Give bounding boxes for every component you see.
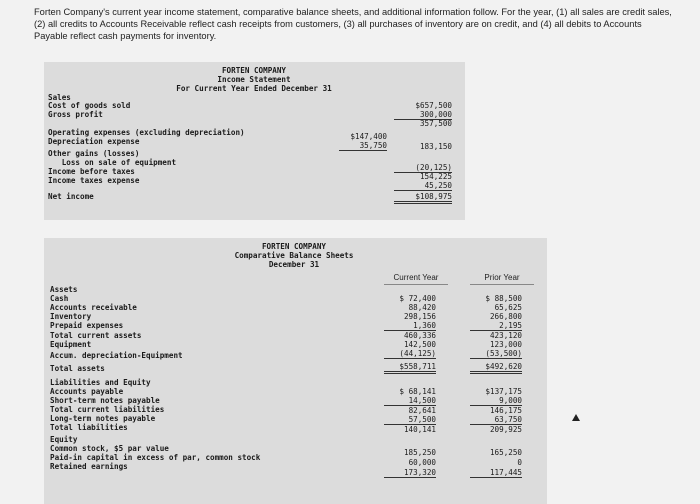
balance-label: Accounts payable bbox=[50, 387, 124, 396]
income-amount: $657,500 bbox=[415, 101, 452, 110]
income-amount: 183,150 bbox=[419, 142, 452, 151]
current-amount: (44,125) bbox=[384, 349, 436, 359]
balance-sheet bbox=[44, 238, 547, 504]
income-amount: 45,250 bbox=[394, 181, 452, 191]
income-label: Cost of goods sold bbox=[48, 101, 131, 110]
prior-amount: 146,175 bbox=[489, 406, 522, 415]
income-period: For Current Year Ended December 31 bbox=[176, 84, 332, 93]
balance-label: Equipment bbox=[50, 340, 92, 349]
balance-label: Prepaid expenses bbox=[50, 321, 124, 330]
balance-label: Long-term notes payable bbox=[50, 414, 156, 423]
balance-label: Total current liabilities bbox=[50, 405, 165, 414]
income-label: Sales bbox=[48, 93, 71, 102]
current-amount: 298,156 bbox=[403, 312, 436, 321]
balance-label: Total current assets bbox=[50, 331, 142, 340]
col-current-year: Current Year bbox=[384, 272, 448, 285]
prior-amount: $492,620 bbox=[470, 362, 522, 374]
balance-company: FORTEN COMPANY bbox=[261, 242, 326, 251]
income-label: Loss on sale of equipment bbox=[48, 158, 177, 167]
current-amount: 57,500 bbox=[384, 415, 436, 425]
current-amount: 1,360 bbox=[384, 321, 436, 331]
current-amount: 14,500 bbox=[384, 396, 436, 406]
income-amount: (20,125) bbox=[394, 163, 452, 173]
balance-label: Accum. depreciation-Equipment bbox=[50, 351, 183, 360]
equity-heading: Equity bbox=[50, 435, 78, 444]
current-amount: 173,320 bbox=[384, 468, 436, 478]
current-amount: 60,000 bbox=[408, 458, 436, 467]
prior-amount: 63,750 bbox=[470, 415, 522, 425]
income-mid-amount: $147,400 bbox=[350, 132, 387, 141]
income-title: Income Statement bbox=[217, 75, 291, 84]
current-amount: 185,250 bbox=[403, 448, 436, 457]
prior-amount: 0 bbox=[517, 458, 522, 467]
income-amount: 154,225 bbox=[419, 172, 452, 181]
income-statement bbox=[44, 62, 465, 220]
prior-amount: 266,800 bbox=[489, 312, 522, 321]
income-label: Income before taxes bbox=[48, 167, 135, 176]
prior-amount: 117,445 bbox=[470, 468, 522, 478]
balance-label: Inventory bbox=[50, 312, 92, 321]
balance-label: Accounts receivable bbox=[50, 303, 137, 312]
balance-label: Common stock, $5 par value bbox=[50, 444, 169, 453]
col-prior-year: Prior Year bbox=[470, 272, 534, 285]
income-label: Other gains (losses) bbox=[48, 149, 140, 158]
balance-label: Short-term notes payable bbox=[50, 396, 160, 405]
mouse-cursor-icon bbox=[572, 414, 580, 421]
prior-amount: 9,000 bbox=[470, 396, 522, 406]
income-label: Operating expenses (excluding depreciation) bbox=[48, 128, 245, 137]
balance-label: Total liabilities bbox=[50, 423, 128, 432]
balance-title: Comparative Balance Sheets bbox=[234, 251, 354, 260]
prior-amount: 209,925 bbox=[489, 425, 522, 434]
current-amount: $ 72,400 bbox=[399, 294, 436, 303]
income-amount: 357,500 bbox=[419, 119, 452, 128]
liabilities-heading: Liabilities and Equity bbox=[50, 378, 151, 387]
balance-date: December 31 bbox=[268, 260, 320, 269]
income-mid-amount: 35,750 bbox=[339, 141, 387, 151]
income-label: Net income bbox=[48, 192, 94, 201]
prior-amount: $ 88,500 bbox=[485, 294, 522, 303]
prior-amount: (53,500) bbox=[470, 349, 522, 359]
prior-amount: 165,250 bbox=[489, 448, 522, 457]
current-amount: $558,711 bbox=[384, 362, 436, 374]
income-company: FORTEN COMPANY bbox=[221, 66, 286, 75]
balance-label: Retained earnings bbox=[50, 462, 128, 471]
income-label: Gross profit bbox=[48, 110, 103, 119]
prior-amount: 2,195 bbox=[470, 321, 522, 331]
current-amount: 142,500 bbox=[403, 340, 436, 349]
income-amount: 300,000 bbox=[394, 110, 452, 120]
income-label: Depreciation expense bbox=[48, 137, 140, 146]
current-amount: 140,141 bbox=[403, 425, 436, 434]
current-amount: $ 68,141 bbox=[399, 387, 436, 396]
balance-label: Paid-in capital in excess of par, common stock bbox=[50, 453, 261, 462]
prior-amount: 123,000 bbox=[489, 340, 522, 349]
current-amount: 82,641 bbox=[408, 406, 436, 415]
assets-heading: Assets bbox=[50, 285, 78, 294]
prior-amount: $137,175 bbox=[485, 387, 522, 396]
current-amount: 88,420 bbox=[408, 303, 436, 312]
income-label: Income taxes expense bbox=[48, 176, 140, 185]
income-net-amount: $108,975 bbox=[394, 192, 452, 204]
prior-amount: 65,625 bbox=[494, 303, 522, 312]
balance-label: Total assets bbox=[50, 364, 105, 373]
prior-amount: 423,120 bbox=[489, 331, 522, 340]
current-amount: 460,336 bbox=[403, 331, 436, 340]
problem-intro: Forten Company's current year income statement, comparative balance sheets, and additional information follow. For the year, (1) all sales are credit sales, (2) all credits to Accounts Receivable reflect cash receipts from customers, (3) all purchases of inventory are on credit, and (4) all debits to Accounts Payable reflect cash payments for inventory. bbox=[34, 7, 672, 42]
balance-label: Cash bbox=[50, 294, 69, 303]
